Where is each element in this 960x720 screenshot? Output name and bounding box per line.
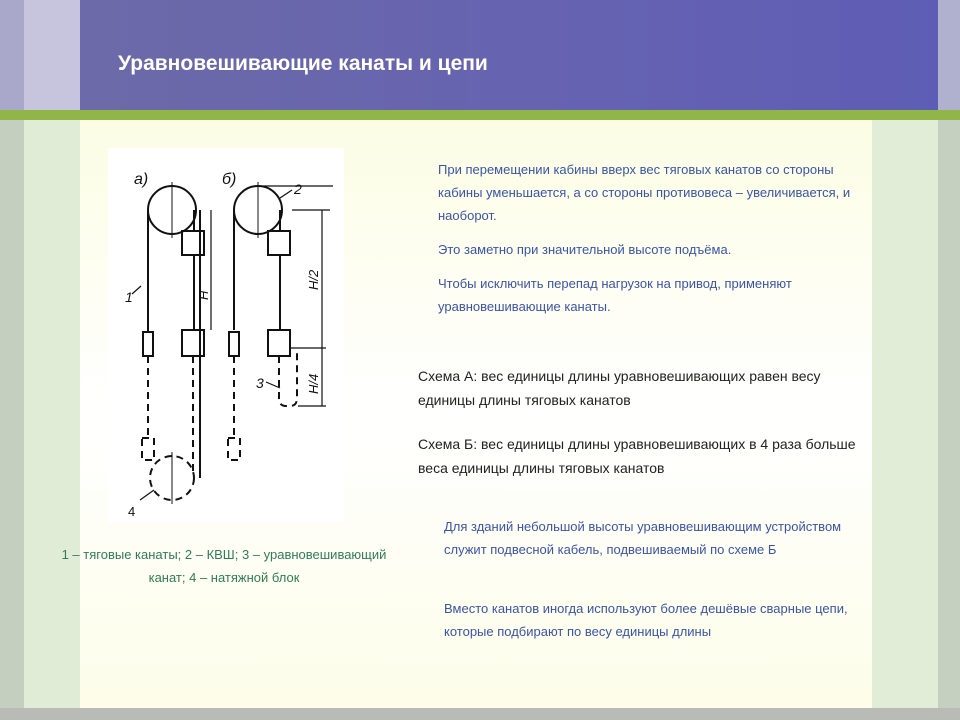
label-scheme-b: б)	[222, 171, 237, 188]
car-a	[143, 332, 153, 356]
counterweight-b-top	[268, 231, 290, 255]
dim-label-h4: H/4	[306, 373, 321, 394]
rope-scheme-diagram	[108, 148, 344, 522]
rope-scheme-svg	[108, 148, 344, 522]
label-traction-rope: 1	[125, 289, 133, 305]
dim-label-h: H	[196, 290, 211, 300]
leader-2	[280, 190, 292, 198]
car-b	[229, 332, 239, 356]
paragraph-compensating-ropes: Чтобы исключить перепад нагрузок на привод, применяют уравновешивающие канаты.	[438, 276, 792, 314]
label-scheme-a: а)	[134, 171, 149, 188]
paragraph-lift-height: Это заметно при значительной высоте подъёма.	[438, 242, 732, 257]
diagram-caption: 1 – тяговые канаты; 2 – КВШ; 3 – уравновешивающий канат; 4 – натяжной блок	[61, 547, 387, 585]
title-bar-left-edge	[0, 0, 80, 110]
page-title: Уравновешивающие канаты и цепи	[118, 52, 488, 75]
scheme-a-description: Схема А: вес единицы длины уравновешивающих равен весу единицы длины тяговых канатов	[418, 368, 821, 408]
leader-1	[132, 286, 141, 294]
label-tension-block: 4	[128, 504, 136, 519]
chain-a-end	[142, 438, 154, 460]
green-divider	[0, 110, 960, 120]
label-sheave: 2	[294, 181, 302, 197]
note-hanging-cable: Для зданий небольшой высоты уравновешивающим устройством служит подвесной кабель, подвешиваемый по схеме Б	[444, 519, 842, 557]
leader-4	[140, 490, 154, 500]
title-bar-right-edge	[938, 0, 960, 110]
paragraph-car-movement: При перемещении кабины вверх вес тяговых канатов со стороны кабины уменьшается, а со стороны противовеса – увеличивается, и наоборот.	[438, 162, 851, 223]
label-comp-rope: 3	[256, 375, 264, 391]
note-welded-chains: Вместо канатов иногда используют более дешёвые сварные цепи, которые подбирают по весу единицы длины	[444, 601, 848, 639]
leader-3	[266, 382, 280, 388]
counterweight-b	[268, 330, 290, 356]
chain-b-end	[228, 438, 240, 460]
scheme-b-description: Схема Б: вес единицы длины уравновешивающих в 4 раза больше веса единицы длины тяговых канатов	[418, 436, 856, 476]
dim-label-h2: H/2	[306, 269, 321, 290]
bottom-strip	[0, 708, 960, 720]
